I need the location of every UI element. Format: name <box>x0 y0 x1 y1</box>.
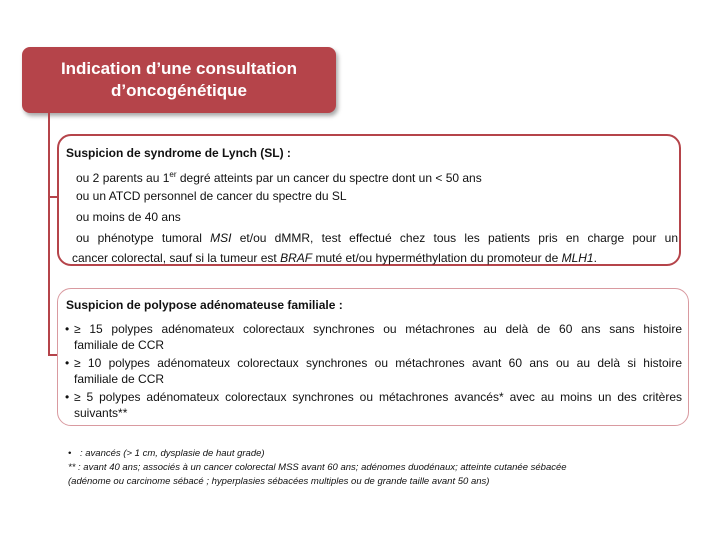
lynch-heading: Suspicion de syndrome de Lynch (SL) : <box>66 146 291 160</box>
footnote-2: ** : avant 40 ans; associés à un cancer colorectal MSS avant 60 ans; adénomes duodénaux; atteinte cutanée sébacée <box>68 462 567 473</box>
footnote-3: (adénome ou carcinome sébacé ; hyperplasies sébacées multiples ou de grande taille avant 50 ans) <box>68 476 490 487</box>
bullet-icon: • <box>65 322 70 336</box>
bullet-icon: • <box>65 390 70 404</box>
lynch-item-1: ou 2 parents au 1er degré atteints par un cancer du spectre dont un < 50 ans <box>76 170 482 185</box>
title-box <box>22 47 336 113</box>
lynch-item-4-line2: cancer colorectal, sauf si la tumeur est BRAF muté et/ou hyperméthylation du promoteur de MLH1. <box>72 251 597 265</box>
footnote-1: : avancés (> 1 cm, dysplasie de haut grade) <box>80 448 265 459</box>
polypose-item-1-line1: ≥ 15 polypes adénomateux colorectaux synchrones ou métachrones au delà de 60 ans sans histoire <box>74 322 682 336</box>
polypose-item-3-line2: suivants** <box>74 406 128 420</box>
title-line1: Indication d’une consultation <box>60 59 298 78</box>
bullet-icon: • <box>65 356 70 370</box>
polypose-box <box>57 288 689 426</box>
lynch-item-2: ou un ATCD personnel de cancer du spectre du SL <box>76 189 347 203</box>
footnote-1-bullet: • <box>68 448 72 459</box>
polypose-item-2-line2: familiale de CCR <box>74 372 165 386</box>
polypose-item-3-line1: ≥ 5 polypes adénomateux colorectaux synchrones ou métachrones avancés* avec au moins un des critères <box>74 390 682 404</box>
polypose-item-1-line2: familiale de CCR <box>74 338 165 352</box>
lynch-box <box>57 134 681 266</box>
connector-lynch <box>48 196 57 198</box>
title <box>39 58 319 102</box>
polypose-item-2-line1: ≥ 10 polypes adénomateux colorectaux synchrones ou métachrones avant 60 ans ou au delà si histoire <box>74 356 682 370</box>
polypose-heading: Suspicion de polypose adénomateuse familiale : <box>66 298 343 312</box>
connector-polypose <box>48 354 57 356</box>
title-line2: d’oncogénétique <box>111 81 247 100</box>
lynch-item-3: ou moins de 40 ans <box>76 210 181 224</box>
connector-vertical <box>48 113 50 356</box>
lynch-item-4-line1: ou phénotype tumoral MSI et/ou dMMR, test effectué chez tous les patients pris en charge pour un <box>76 231 678 245</box>
